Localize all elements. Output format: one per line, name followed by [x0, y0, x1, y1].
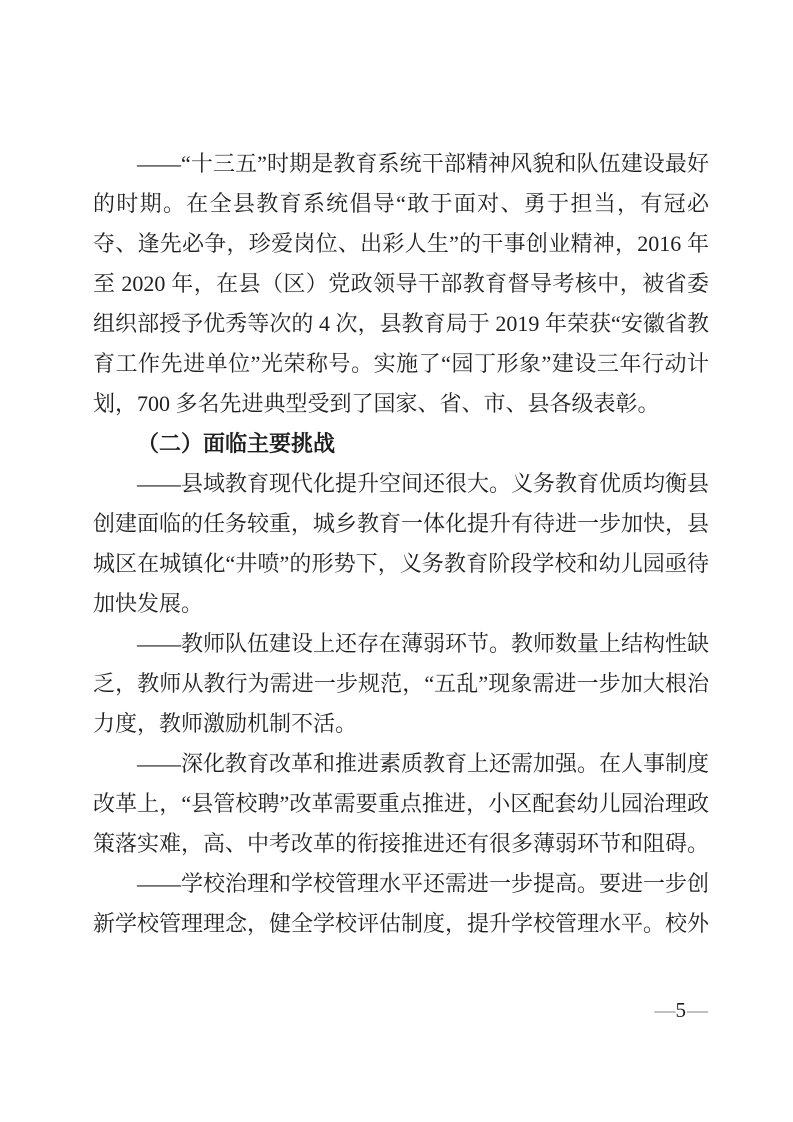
- document-body: [93, 144, 709, 944]
- body-paragraph: ——“十三五”时期是教育系统干部精神风貌和队伍建设最好的时期。在全县教育系统倡导“敢于面对、勇于担当，有冠必夺、逢先必争，珍爱岗位、出彩人生”的干事创业精神，2016 年至 2020 年，在县（区）党政领导干部教育督导考核中，被省委组织部授予优秀等次的 4 次，县教育局于 2019 年荣获“安徽省教育工作先进单位”光荣称号。实施了“园丁形象”建设三年行动计划，700 多名先进典型受到了国家、省、市、县各级表彰。: [93, 151, 709, 416]
- section-heading: （二）面临主要挑战: [137, 431, 336, 456]
- page-number-value: 5: [675, 998, 686, 1022]
- page-number-dash-right: —: [687, 998, 707, 1022]
- body-paragraph: ——深化教育改革和推进素质教育上还需加强。在人事制度改革上，“县管校聘”改革需要重点推进，小区配套幼儿园治理政策落实难，高、中考改革的衔接推进还有很多薄弱环节和阻碍。: [93, 751, 710, 856]
- page-number-dash-left: —: [654, 998, 675, 1022]
- page-number: [655, 997, 708, 1023]
- body-paragraph: ——学校治理和学校管理水平还需进一步提高。要进一步创新学校管理理念，健全学校评估制度，提升学校管理水平。校外: [93, 871, 710, 936]
- body-paragraph: ——县域教育现代化提升空间还很大。义务教育优质均衡县创建面临的任务较重，城乡教育一体化提升有待进一步加快，县城区在城镇化“井喷”的形势下，义务教育阶段学校和幼儿园亟待加快发展。: [93, 471, 710, 616]
- body-paragraph: ——教师队伍建设上还存在薄弱环节。教师数量上结构性缺乏，教师从教行为需进一步规范，“五乱”现象需进一步加大根治力度，教师激励机制不活。: [93, 631, 710, 736]
